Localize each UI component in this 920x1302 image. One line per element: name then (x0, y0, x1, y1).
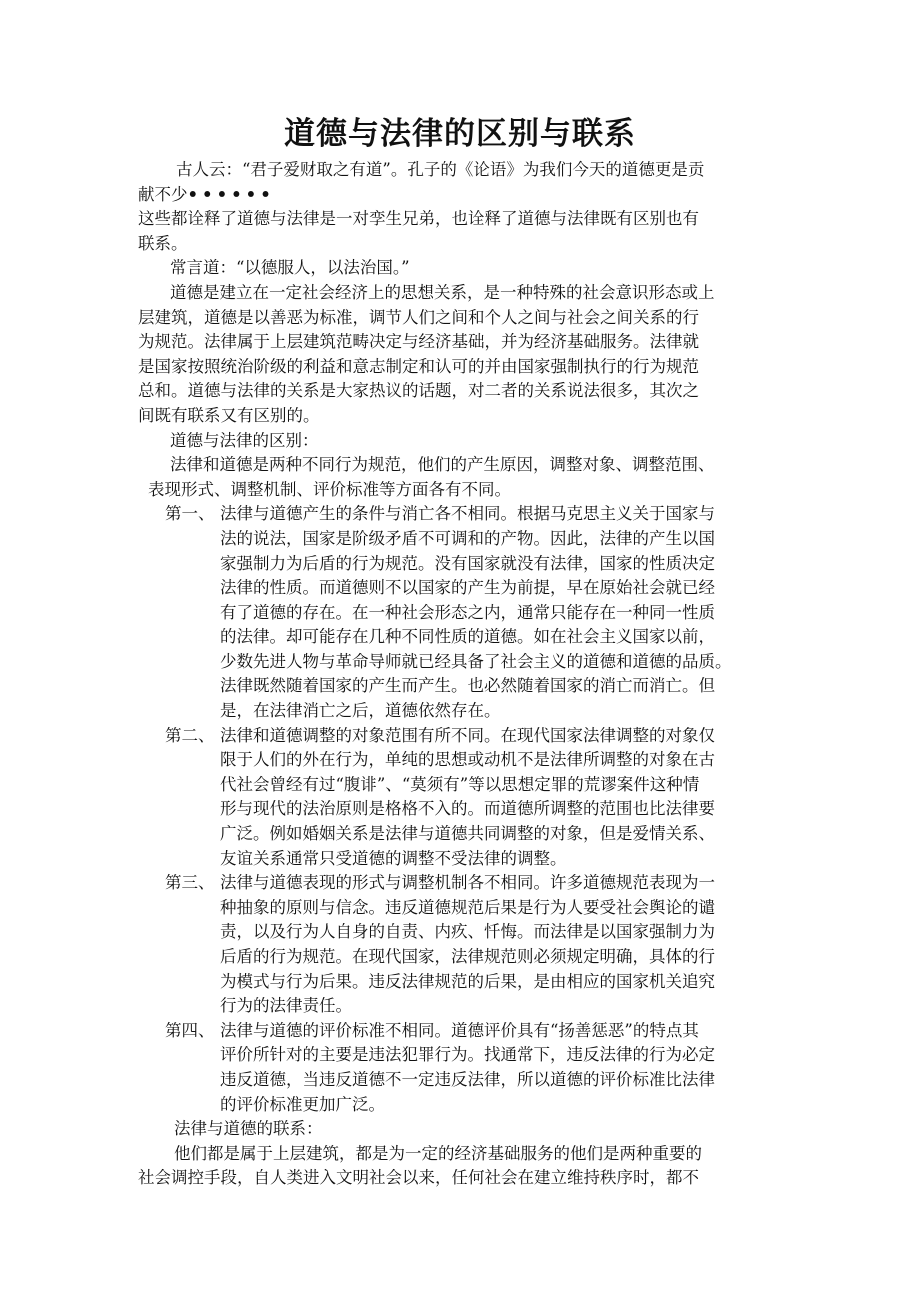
item-line: 形与现代的法治原则是格格不入的。而道德所调整的范围也比法律要 (220, 799, 715, 819)
section-heading-connection: 法律与道德的联系： (174, 1119, 323, 1139)
difference-item-3 (138, 871, 788, 1019)
section-heading-difference: 道德与法律的区别： (170, 430, 319, 450)
difference-item-2 (138, 724, 788, 872)
item-line: 行为的法律责任。 (220, 996, 352, 1016)
item-line: 少数先进人物与革命导师就已经具备了社会主义的道德和道德的品质。 (220, 651, 732, 671)
intro-line: 联系。 (138, 233, 188, 253)
ellipsis-dots: •••••• (187, 184, 275, 204)
item-line: 法律与道德的评价标准不相同。道德评价具有“扬善惩恶”的特点其 (220, 1020, 699, 1040)
item-line: 限于人们的外在行为，单纯的思想或动机不是法律所调整的对象在古 (220, 750, 715, 770)
intro-line (138, 183, 788, 208)
intro-text: 献不少 (138, 184, 188, 204)
definition-line: 总和。道德与法律的关系是大家热议的话题，对二者的关系说法很多，其次之 (138, 381, 699, 401)
item-line: 后盾的行为规范。在现代国家，法律规范则必须规定明确，具体的行 (220, 947, 715, 966)
difference-item-1 (138, 502, 788, 723)
definition-line: 为规范。法律属于上层建筑范畴决定与经济基础，并为经济基础服务。法律就 (138, 332, 699, 352)
item-line: 是，在法律消亡之后，道德依然存在。 (220, 701, 501, 721)
item-line: 法律和道德调整的对象范围有所不同。在现代国家法律调整的对象仅 (220, 725, 715, 745)
difference-item-4 (138, 1019, 788, 1117)
connection-line: 他们都是属于上层建筑，都是为一定的经济基础服务的他们是两种重要的 (174, 1143, 702, 1163)
saying-line: 常言道：“以德服人，以法治国。” (170, 258, 410, 278)
definition-line: 间既有联系又有区别的。 (138, 405, 320, 425)
connection-line: 社会调控手段，自人类进入文明社会以来，任何社会在建立维持秩序时，都不 (138, 1168, 699, 1188)
item-line: 法律与道德表现的形式与调整机制各不相同。许多道德规范表现为一 (220, 873, 715, 893)
item-label: 第二、 (165, 725, 215, 745)
item-line: 法的说法，国家是阶级矛盾不可调和的产物。因此，法律的产生以国 (220, 528, 715, 548)
definition-line: 道德是建立在一定社会经济上的思想关系，是一种特殊的社会意识形态或上 (170, 282, 715, 302)
item-label: 第一、 (165, 504, 215, 524)
intro-line: 这些都诠释了道德与法律是一对孪生兄弟，也诠释了道德与法律既有区别也有 (138, 209, 699, 229)
item-label: 第四、 (165, 1020, 215, 1040)
document-title: 道德与法律的区别与联系 (284, 116, 636, 152)
item-line: 广泛。例如婚姻关系是法律与道德共同调整的对象，但是爱情关系、 (220, 824, 715, 844)
document-body (138, 158, 788, 1191)
definition-line: 层建筑，道德是以善恶为标准，调节人们之间和个人之间与社会之间关系的行 (138, 307, 699, 327)
item-line: 法律既然随着国家的产生而产生。也必然随着国家的消亡而消亡。但 (220, 676, 715, 696)
item-line: 的评价标准更加广泛。 (220, 1094, 385, 1114)
item-line: 有了道德的存在。在一种社会形态之内，通常只能存在一种同一性质 (220, 602, 715, 622)
item-line: 违反道德，当违反道德不一定违反法律，所以道德的评价标准比法律 (220, 1069, 715, 1089)
definition-line: 是国家按照统治阶级的利益和意志制定和认可的并由国家强制执行的行为规范 (138, 356, 699, 376)
item-line: 法律与道德产生的条件与消亡各不相同。根据马克思主义关于国家与 (220, 504, 715, 524)
item-line: 的法律。却可能存在几种不同性质的道德。如在社会主义国家以前， (220, 627, 715, 647)
difference-summary-line: 法律和道德是两种不同行为规范，他们的产生原因，调整对象、调整范围、 (170, 455, 715, 475)
item-line: 代社会曾经有过“腹诽”、“莫须有”等以思想定罪的荒谬案件这种情 (220, 774, 700, 794)
item-line: 友谊关系通常只受道德的调整不受法律的调整。 (220, 848, 567, 868)
item-line: 法律的性质。而道德则不以国家的产生为前提，早在原始社会就已经 (220, 578, 715, 598)
difference-summary-line: 表现形式、调整机制、评价标准等方面各有不同。 (148, 479, 511, 499)
item-label: 第三、 (165, 873, 215, 893)
intro-line: 古人云：“君子爱财取之有道”。孔子的《论语》为我们今天的道德更是贡 (176, 160, 705, 179)
item-line: 评价所针对的主要是违法犯罪行为。找通常下，违反法律的行为必定 (220, 1045, 715, 1065)
item-line: 家强制力为后盾的行为规范。没有国家就没有法律，国家的性质决定 (220, 553, 715, 573)
item-line: 为模式与行为后果。违反法律规范的后果，是由相应的国家机关追究 (220, 971, 715, 991)
item-line: 责，以及行为人自身的自责、内疚、忏悔。而法律是以国家强制力为 (220, 922, 715, 942)
item-line: 种抽象的原则与信念。违反道德规范后果是行为人要受社会舆论的谴 (220, 897, 715, 917)
